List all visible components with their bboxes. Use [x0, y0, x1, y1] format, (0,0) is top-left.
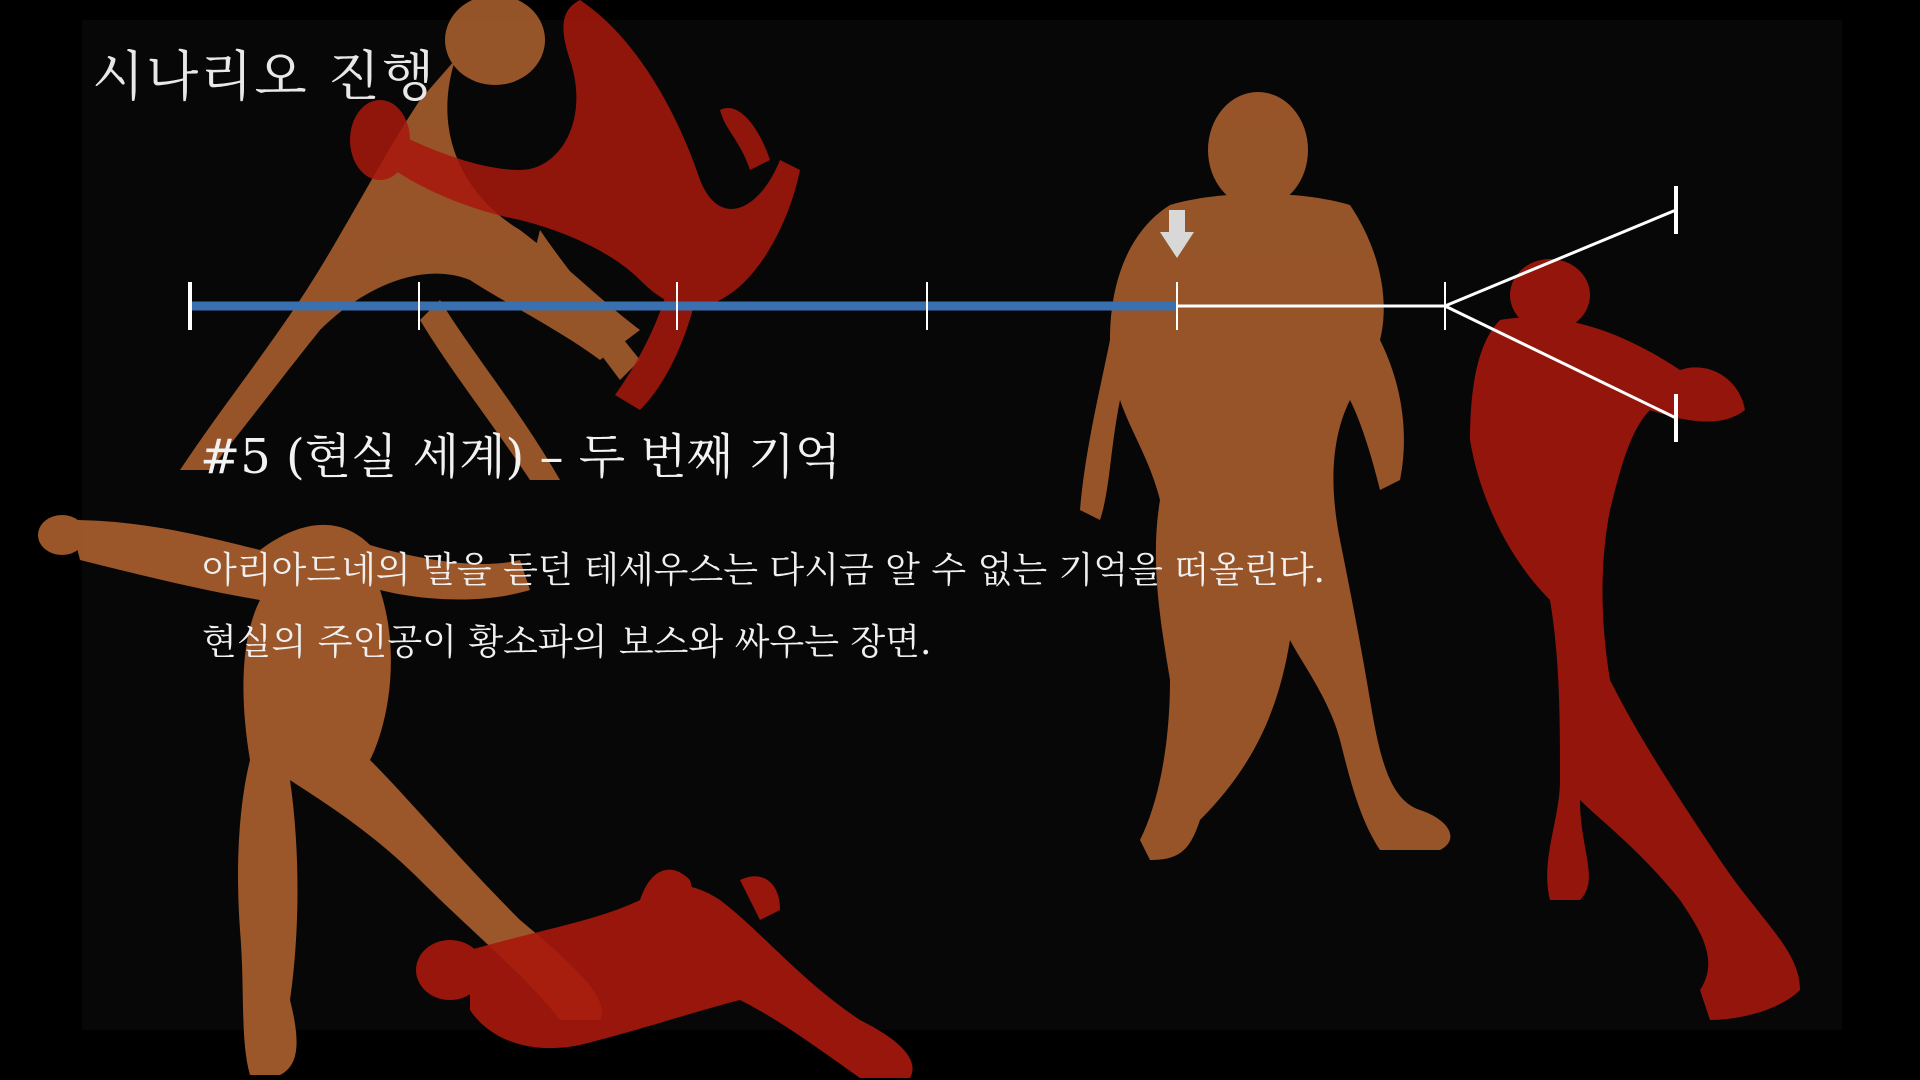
scene-description-line: 아리아드네의 말을 듣던 테세우스는 다시금 알 수 없는 기억을 떠올린다.: [202, 550, 1325, 591]
timeline-branch-upper: [1445, 210, 1676, 306]
scene-heading: #5 (현실 세계) – 두 번째 기억: [200, 429, 842, 485]
current-position-arrow-icon: [1160, 210, 1194, 258]
scene-description-line: 현실의 주인공이 황소파의 보스와 싸우는 장면.: [202, 622, 932, 663]
timeline-branch-lower: [1445, 306, 1676, 418]
slide-title: 시나리오 진행: [92, 45, 437, 108]
